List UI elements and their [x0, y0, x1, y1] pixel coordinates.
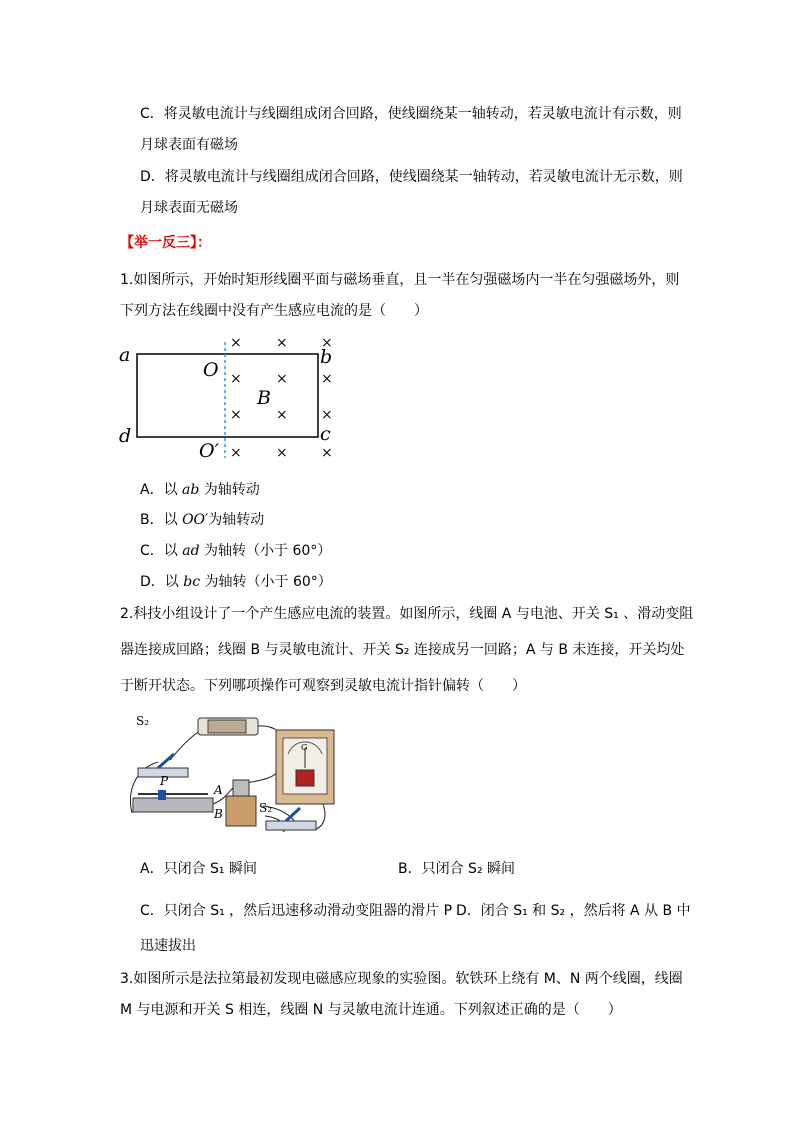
label-c: c: [320, 423, 331, 445]
q1-stem-line1: 1.如图所示，开始时矩形线圈平面与磁场垂直，且一半在匀强磁场内一半在匀强磁场外，则: [120, 272, 680, 288]
q1-figure: [115, 330, 345, 465]
prev-option-d-line2: 月球表面无磁场: [140, 200, 238, 216]
label-o-prime: O′: [199, 440, 219, 462]
field-cross: ×: [321, 407, 333, 423]
prev-option-d-line1: D．将灵敏电流计与线圈组成闭合回路，使线圈绕某一轴转动，若灵敏电流计无示数，则: [140, 169, 683, 185]
coil-rectangle: [137, 354, 318, 437]
field-cross: ×: [276, 445, 288, 461]
label-coil-b: B: [214, 807, 223, 821]
label-d: d: [119, 425, 132, 447]
q1-option-c: C．以 ad 为轴转（小于 60°）: [140, 543, 332, 559]
q2-stem-line2: 器连接成回路；线圈 B 与灵敏电流计、开关 S₂ 连接成另一回路；A 与 B 未连接，开关均处: [120, 642, 685, 658]
q3-stem-line1: 3.如图所示是法拉第最初发现电磁感应现象的实验图。软铁环上绕有 M、N 两个线圈，线圈: [120, 971, 683, 987]
label-p: P: [160, 774, 169, 788]
field-cross: ×: [230, 371, 242, 387]
q1-stem-line2: 下列方法在线圈中没有产生感应电流的是（ ）: [120, 303, 428, 319]
prev-option-c-line2: 月球表面有磁场: [140, 137, 238, 153]
q3-stem-line2: M 与电源和开关 S 相连，线圈 N 与灵敏电流计连通。下列叙述正确的是（ ）: [120, 1002, 622, 1018]
field-cross: ×: [276, 335, 288, 351]
section-heading: 【举一反三】：: [120, 235, 211, 251]
label-coil-a: A: [214, 783, 223, 797]
q2-stem-line3: 于断开状态。下列哪项操作可观察到灵敏电流计指针偏转（ ）: [120, 678, 526, 694]
q1-option-d: D．以 bc 为轴转（小于 60°）: [140, 574, 332, 590]
label-b: b: [320, 346, 333, 368]
q2-option-d-line1: D．闭合 S₁ 和 S₂ ，然后将 A 从 B 中: [456, 903, 691, 919]
q2-figure: [118, 708, 358, 843]
label-g: G: [301, 743, 308, 752]
label-o: O: [203, 359, 219, 381]
field-cross: ×: [230, 407, 242, 423]
label-a: a: [119, 344, 131, 366]
q2-option-a: A．只闭合 S₁ 瞬间: [140, 861, 257, 877]
q2-option-b: B．只闭合 S₂ 瞬间: [398, 861, 516, 877]
label-s2-bottom: S₂: [259, 801, 273, 815]
field-cross: ×: [321, 371, 333, 387]
field-cross: ×: [276, 407, 288, 423]
field-cross: ×: [321, 335, 333, 351]
q2-stem-line1: 2.科技小组设计了一个产生感应电流的装置。如图所示，线圈 A 与电池、开关 S₁ 、滑动变阻: [120, 606, 694, 622]
q1-option-a: A．以 ab 为轴转动: [140, 482, 260, 498]
label-field-b: B: [257, 387, 271, 409]
label-s2-top: S₂: [136, 714, 150, 728]
q2-option-d-line2: 迅速拔出: [140, 938, 196, 954]
field-cross: ×: [230, 335, 242, 351]
field-cross: ×: [321, 445, 333, 461]
q1-option-b: B．以 OO′为轴转动: [140, 512, 265, 528]
field-cross: ×: [276, 371, 288, 387]
field-cross: ×: [230, 445, 242, 461]
prev-option-c-line1: C．将灵敏电流计与线圈组成闭合回路，使线圈绕某一轴转动，若灵敏电流计有示数，则: [140, 106, 682, 122]
q2-option-c: C．只闭合 S₁ ，然后迅速移动滑动变阻器的滑片 P: [140, 903, 453, 919]
